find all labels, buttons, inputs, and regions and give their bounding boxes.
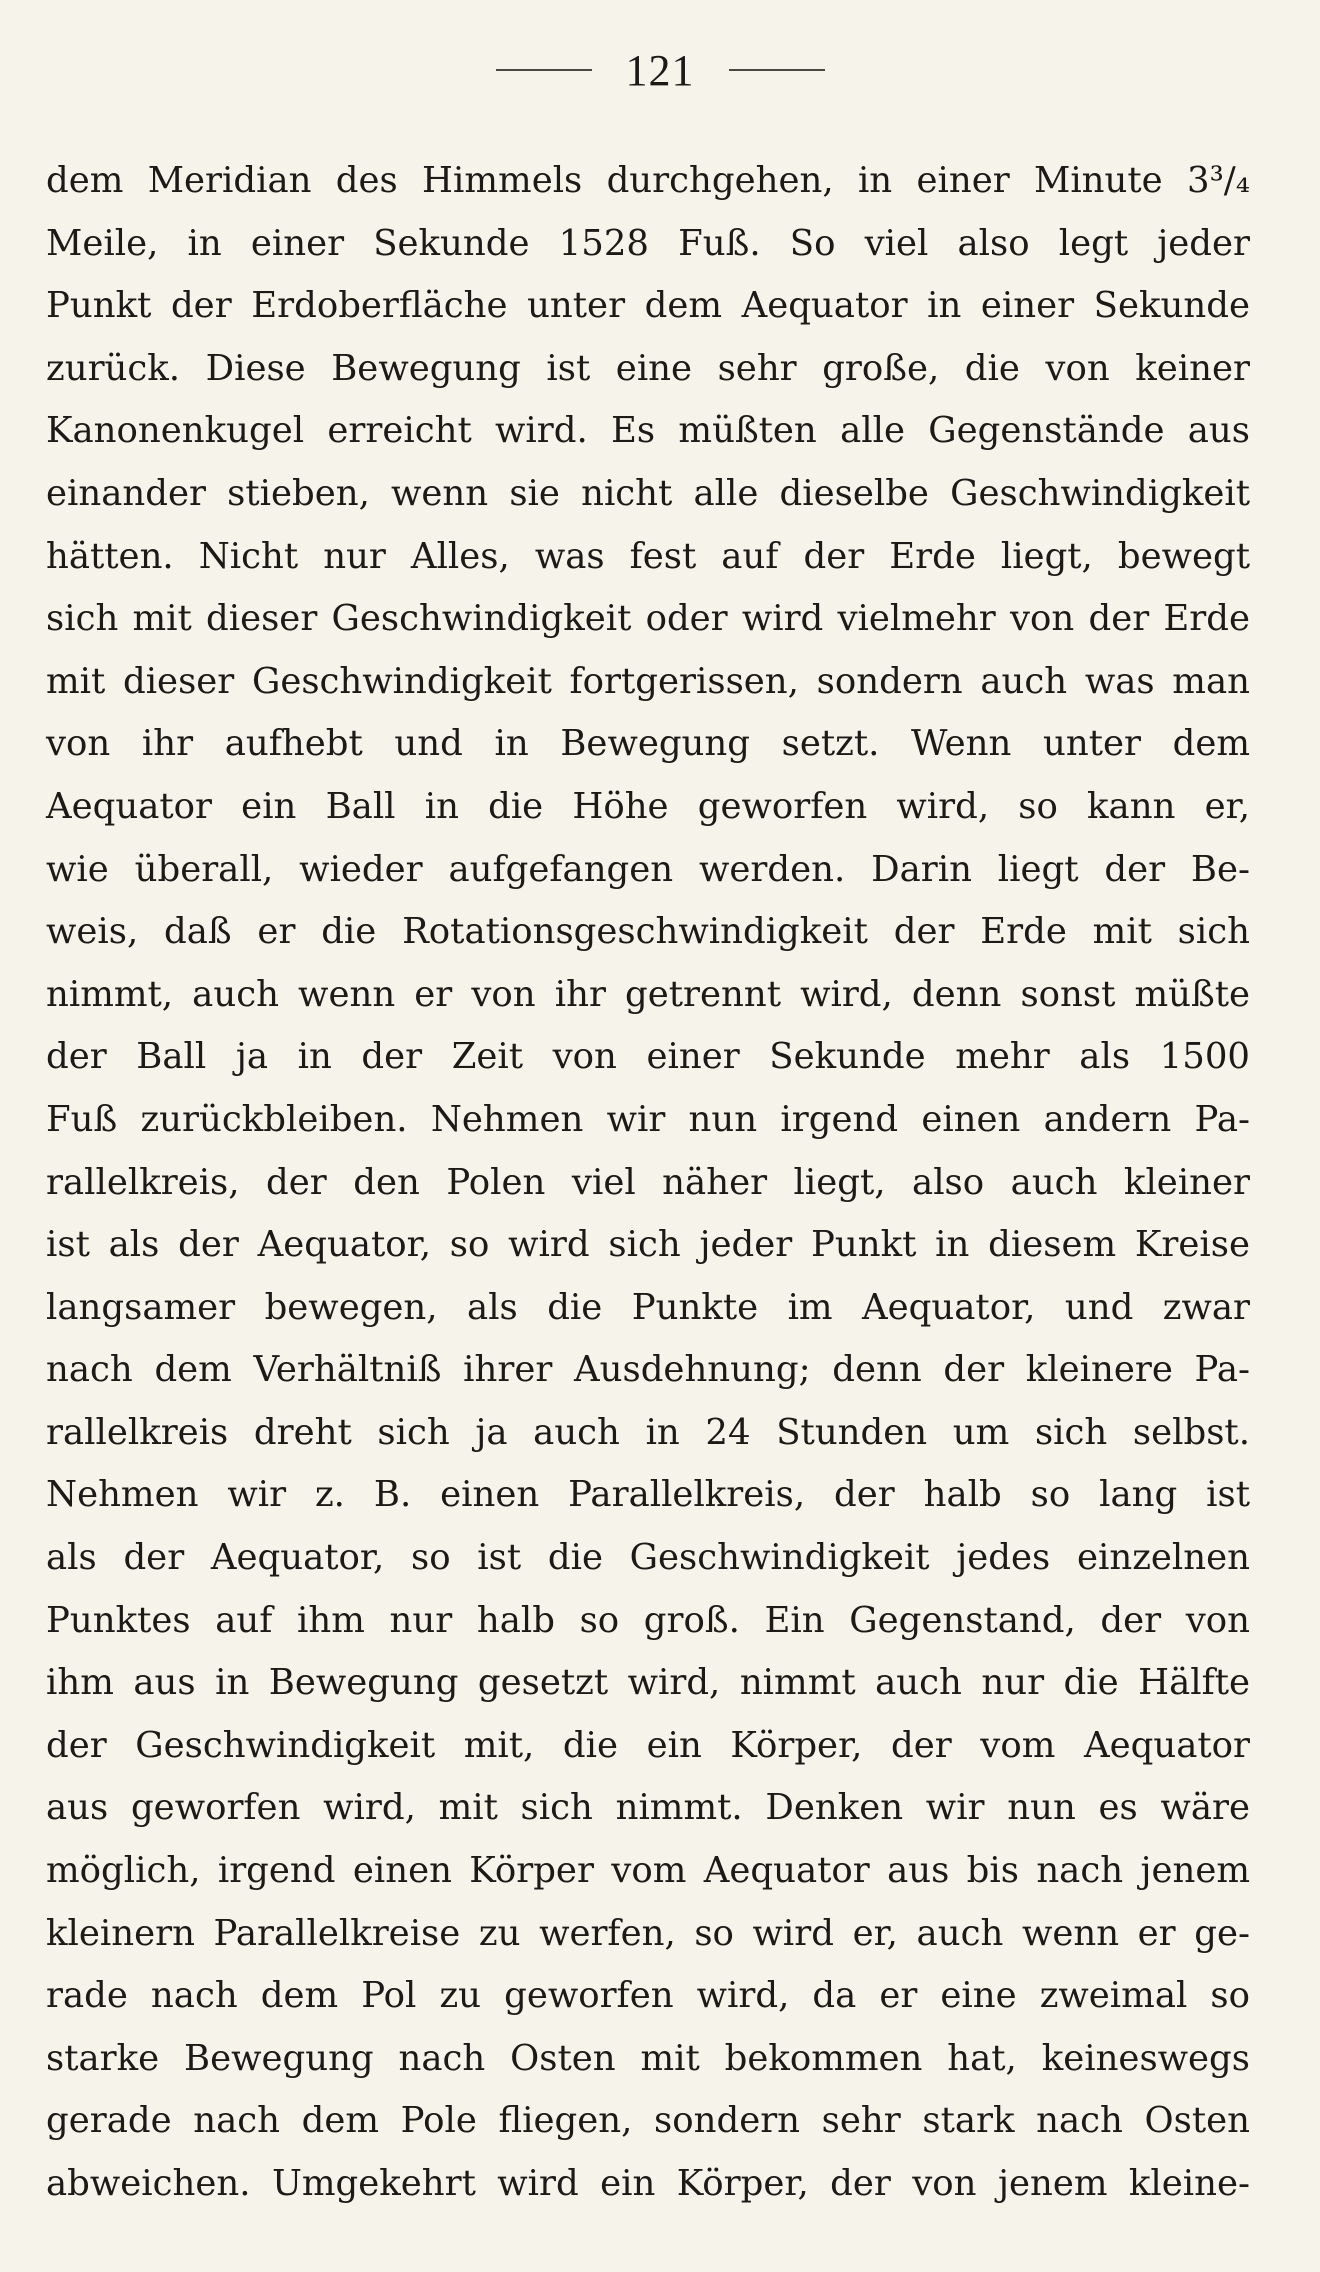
- text-line: ihm aus in Bewegung gesetzt wird, nimmt auch nur die Hälfte: [46, 1662, 1250, 1704]
- text-line: rallelkreis dreht sich ja auch in 24 Stunden um sich selbst.: [46, 1411, 1250, 1453]
- text-line: der Geschwindigkeit mit, die ein Körper, der vom Aequator: [46, 1724, 1250, 1766]
- text-line: als der Aequator, so ist die Geschwindigkeit jedes einzelnen: [46, 1537, 1250, 1579]
- text-line: nimmt, auch wenn er von ihr getrennt wird, denn sonst müßte: [46, 973, 1250, 1015]
- text-line: dem Meridian des Himmels durchgehen, in einer Minute 3³/₄: [46, 160, 1250, 201]
- text-line: Punkt der Erdoberfläche unter dem Aequator in einer Sekunde: [46, 285, 1250, 327]
- text-line: Kanonenkugel erreicht wird. Es müßten alle Gegenstände aus: [46, 410, 1250, 452]
- text-line: der Ball ja in der Zeit von einer Sekunde mehr als 1500: [46, 1036, 1250, 1078]
- text-line: von ihr aufhebt und in Bewegung setzt. Wenn unter dem: [46, 723, 1250, 765]
- header-rule-left: [496, 69, 592, 71]
- text-line: aus geworfen wird, mit sich nimmt. Denken wir nun es wäre: [46, 1787, 1250, 1829]
- text-line: rallelkreis, der den Polen viel näher liegt, also auch kleiner: [46, 1161, 1250, 1203]
- text-line: starke Bewegung nach Osten mit bekommen hat, keineswegs: [46, 2037, 1250, 2079]
- text-line: Fuß zurückbleiben. Nehmen wir nun irgend einen andern Pa-: [46, 1098, 1250, 1140]
- text-line: Nehmen wir z. B. einen Parallelkreis, der halb so lang ist: [46, 1474, 1250, 1516]
- text-line: gerade nach dem Pole fliegen, sondern sehr stark nach Osten: [46, 2100, 1250, 2142]
- page-number: 121: [625, 45, 695, 95]
- text-line: mit dieser Geschwindigkeit fortgerissen, sondern auch was man: [46, 660, 1250, 702]
- text-line: rade nach dem Pol zu geworfen wird, da er eine zweimal so: [46, 1975, 1250, 2017]
- text-line: ist als der Aequator, so wird sich jeder Punkt in diesem Kreise: [46, 1224, 1250, 1266]
- text-line: sich mit dieser Geschwindigkeit oder wird vielmehr von der Erde: [46, 598, 1250, 640]
- text-line: kleinern Parallelkreise zu werfen, so wird er, auch wenn er ge-: [46, 1912, 1250, 1954]
- text-line: langsamer bewegen, als die Punkte im Aequator, und zwar: [46, 1286, 1250, 1328]
- text-line: zurück. Diese Bewegung ist eine sehr große, die von keiner: [46, 347, 1250, 389]
- page-header: [0, 44, 1320, 96]
- body-text: [46, 150, 1250, 2216]
- header-rule-right: [729, 69, 825, 71]
- text-line: wie überall, wieder aufgefangen werden. Darin liegt der Be-: [46, 848, 1250, 890]
- text-line: Punktes auf ihm nur halb so groß. Ein Gegenstand, der von: [46, 1599, 1250, 1641]
- text-line: einander stieben, wenn sie nicht alle dieselbe Geschwindigkeit: [46, 472, 1250, 514]
- text-line: Meile, in einer Sekunde 1528 Fuß. So viel also legt jeder: [46, 222, 1250, 264]
- text-line: weis, daß er die Rotationsgeschwindigkeit der Erde mit sich: [46, 911, 1250, 953]
- text-line: abweichen. Umgekehrt wird ein Körper, der von jenem kleine-: [46, 2163, 1250, 2204]
- text-line: Aequator ein Ball in die Höhe geworfen wird, so kann er,: [46, 785, 1250, 827]
- text-line: nach dem Verhältniß ihrer Ausdehnung; denn der kleinere Pa-: [46, 1349, 1250, 1391]
- text-line: möglich, irgend einen Körper vom Aequator aus bis nach jenem: [46, 1850, 1250, 1892]
- text-line: hätten. Nicht nur Alles, was fest auf der Erde liegt, bewegt: [46, 535, 1250, 577]
